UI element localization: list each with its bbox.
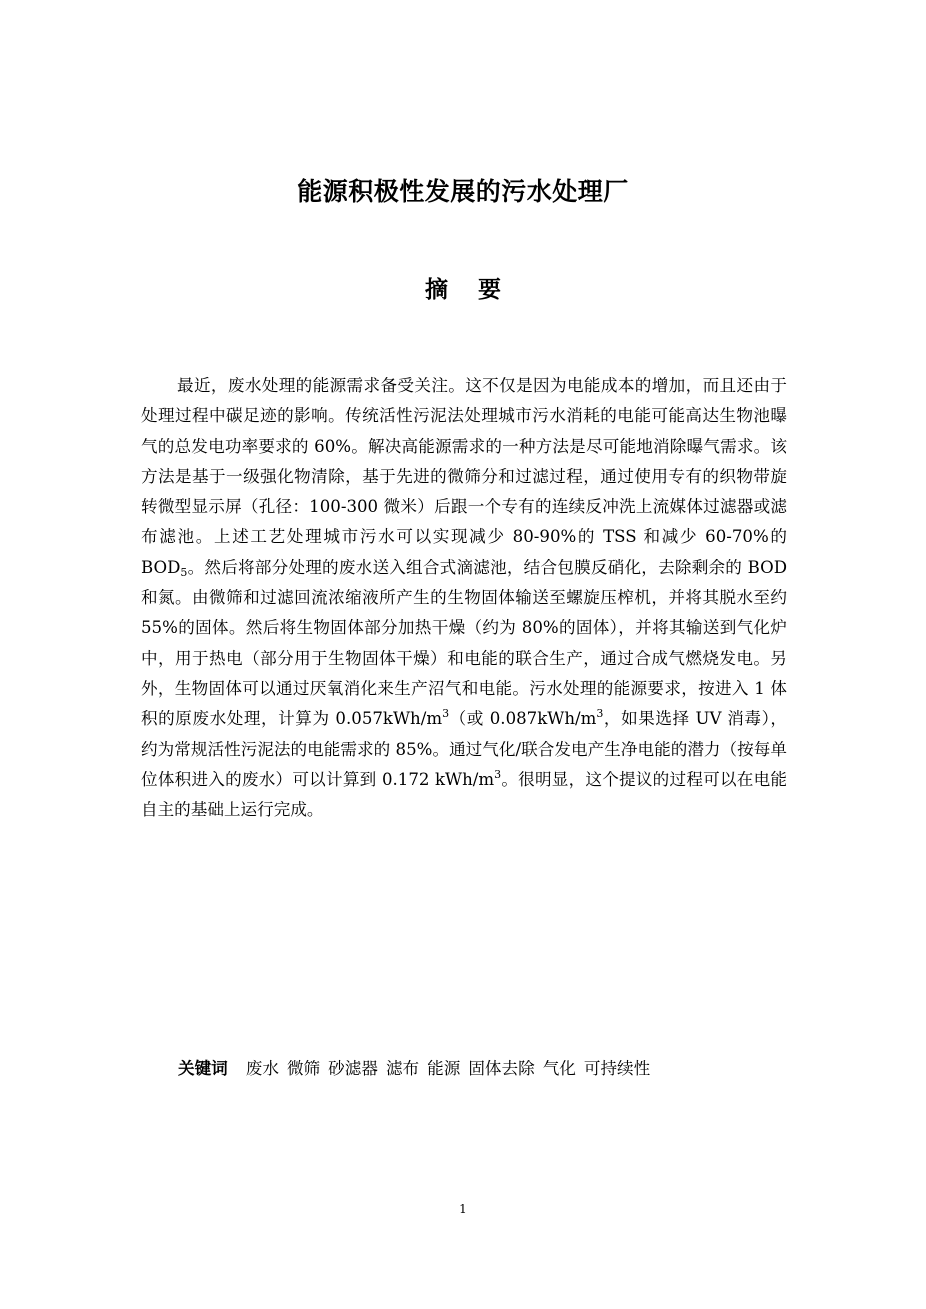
keywords-label: 关键词: [178, 1059, 228, 1078]
abstract-heading-char-1: 摘: [425, 277, 448, 303]
abstract-text-part-3: （或 0.087kWh/m: [449, 709, 597, 729]
abstract-text-part-2: 。然后将部分处理的废水送入组合式滴滤池，结合包膜反硝化，去除剩余的 BOD 和氮。由微筛和过滤回流浓缩液所产生的生物固体输送至螺旋压榨机，并将其脱水至约 55%的固体。然后将生物固体部分加热干燥（约为 80%的固体），并将其输送到气化炉中，用于热电（部分用于生物固体干燥）和电能的联合生产，通过合成气燃烧发电。另外，生物固体可以通过厌氧消化来生产沼气和电能。污水处理的能源要求，按进入 1 体积的原废水处理，计算为 0.057kWh/m: [141, 557, 787, 729]
keywords-line: [178, 1054, 798, 1084]
abstract-text-part-4: ，如果选择 UV 消毒），约为常规活性污泥法的电能需求的 85%。通过气化/联合发电产生净电能的潜力（按每单位体积进入的废水）可以计算到 0.172 kWh/m: [141, 709, 788, 789]
unit-superscript-1: 3: [442, 707, 450, 721]
page-number: 1: [459, 1202, 467, 1216]
keyword-item: 微筛: [286, 1059, 321, 1078]
keyword-item: 滤布: [385, 1059, 420, 1078]
abstract-text-part-5: 。很明显，这个提议的过程可以在电能自主的基础上运行完成。: [141, 769, 788, 820]
keyword-item: 废水: [245, 1059, 279, 1078]
bod-label: BOD: [141, 557, 181, 577]
keyword-item: 砂滤器: [328, 1059, 378, 1078]
unit-superscript-3: 3: [494, 767, 502, 781]
abstract-heading-char-2: 要: [478, 277, 501, 303]
keyword-item: 可持续性: [583, 1059, 651, 1078]
abstract-text-part-1: 最近，废水处理的能源需求备受关注。这不仅是因为电能成本的增加，而且还由于处理过程中碳足迹的影响。传统活性污泥法处理城市污水消耗的电能可能高达生物池曝气的总发电功率要求的 60%。解决高能源需求的一种方法是尽可能地消除曝气需求。该方法是基于一级强化物清除，基于先进的微筛分和过滤过程，通过使用专有的织物带旋转微型显示屏（孔径：100-300 微米）后跟一个专有的连续反冲洗上流媒体过滤器或滤布滤池。上述工艺处理城市污水可以实现减少 80-90%的 TSS 和减少 60-70%的: [141, 376, 787, 547]
abstract-paragraph: [141, 371, 787, 825]
keyword-item: 气化: [542, 1059, 576, 1078]
abstract-heading: [0, 272, 926, 308]
keyword-item: 能源: [427, 1059, 461, 1078]
keyword-item: 固体去除: [468, 1059, 535, 1078]
unit-superscript-2: 3: [596, 707, 604, 721]
bod-subscript: 5: [180, 565, 188, 579]
document-title: 能源积极性发展的污水处理厂: [297, 177, 629, 206]
